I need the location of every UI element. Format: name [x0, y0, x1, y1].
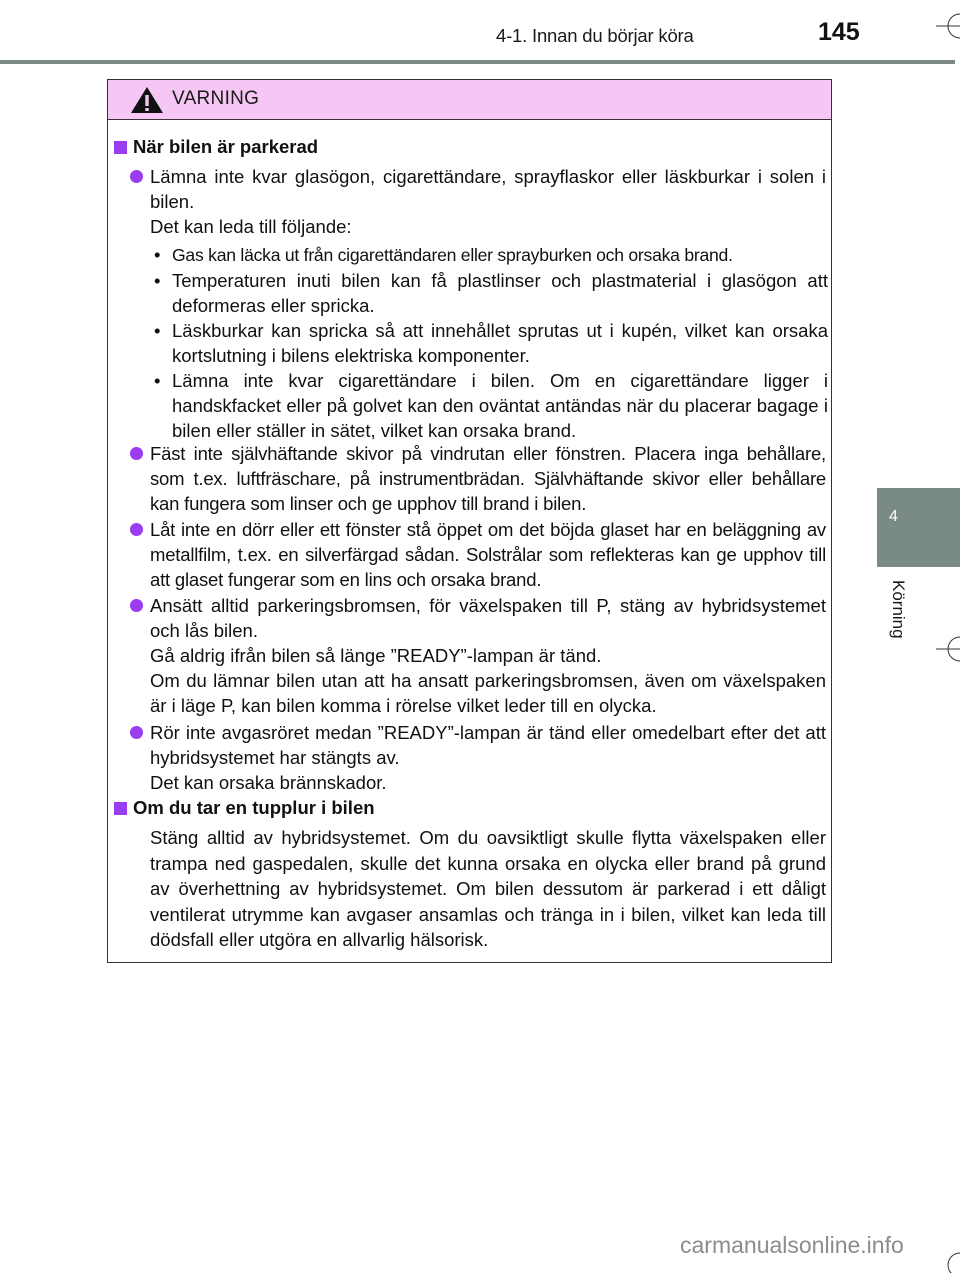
- circle-bullet-icon: [130, 726, 143, 739]
- crop-mark-icon: [932, 12, 960, 40]
- section-heading-text: När bilen är parkerad: [133, 136, 319, 157]
- circle-bullet-icon: [130, 523, 143, 536]
- sub-list-item: • Temperaturen inuti bilen kan få plastlinser och plastmaterial i glasögon att deformeras eller spricka.: [154, 270, 828, 316]
- warning-header: [108, 80, 831, 120]
- sub-list-item: • Lämna inte kvar cigarettändare i bilen. Om en cigarettändare ligger i handskfacket eller på golvet kan den oväntat antändas när du placerar bagage i bilen eller ställer in sätet, vilket kan orsaka brand.: [154, 370, 828, 441]
- section-heading: [114, 136, 318, 158]
- list-item: [130, 164, 826, 239]
- crop-mark-icon: [932, 635, 960, 663]
- square-bullet-icon: [114, 141, 127, 154]
- warning-triangle-icon: [130, 86, 164, 114]
- chapter-label: Körning: [889, 580, 908, 639]
- list-item: [130, 720, 826, 795]
- section-body: Stäng alltid av hybridsystemet. Om du oavsiktligt skulle flytta växelspaken eller trampa ned gaspedalen, skulle det kunna orsaka en olycka eller brand på grund av överhettning av hybridsystemet. Om bilen dessutom är parkerad i ett dåligt ventilerat utrymme kan avgaser ansamlas och tränga in i bilen, vilket kan leda till dödsfall eller utgöra en allvarlig hälsorisk.: [150, 827, 826, 950]
- item-text: Det kan orsaka brännskador.: [150, 772, 387, 793]
- list-item: [130, 517, 826, 592]
- watermark: carmanualsonline.info: [680, 1232, 904, 1258]
- sub-item-text: Lämna inte kvar cigarettändare i bilen. Om en cigarettändare ligger i handskfacket eller på golvet kan den oväntat antändas när du placerar bagage i bilen eller ställer in sätet, vilket kan orsaka brand.: [172, 370, 828, 441]
- section-title: 4-1. Innan du börjar köra: [496, 25, 694, 46]
- warning-title: VARNING: [172, 88, 260, 109]
- item-text: Det kan leda till följande:: [150, 216, 352, 237]
- crop-mark-icon: [940, 1245, 960, 1273]
- circle-bullet-icon: [130, 599, 143, 612]
- section-heading-text: Om du tar en tupplur i bilen: [133, 797, 375, 818]
- list-item: [130, 593, 826, 718]
- sub-list-item: • Gas kan läcka ut från cigarettändaren eller sprayburken och orsaka brand.: [154, 244, 733, 265]
- sub-list-item: • Läskburkar kan spricka så att innehållet sprutas ut i kupén, vilket kan orsaka kortslutning i bilens elektriska komponenter.: [154, 320, 828, 366]
- section-heading: [114, 797, 375, 819]
- warning-box: [107, 79, 832, 963]
- list-item: [130, 441, 826, 516]
- item-text: Ansätt alltid parkeringsbromsen, för växelspaken till P, stäng av hybridsystemet och lås bilen.: [150, 595, 826, 641]
- circle-bullet-icon: [130, 447, 143, 460]
- circle-bullet-icon: [130, 170, 143, 183]
- item-text: Låt inte en dörr eller ett fönster stå öppet om det böjda glaset har en beläggning av metallfilm, t.ex. en silverfärgad sådan. Solstrålar som reflekteras kan ge upphov till att glaset fungerar som en lins och orsaka brand.: [150, 519, 826, 590]
- square-bullet-icon: [114, 802, 127, 815]
- item-text: Fäst inte självhäftande skivor på vindrutan eller fönstren. Placera inga behållare, som t.ex. luftfräschare, på instrumentbrädan. Självhäftande skivor eller behållare kan fungera som linser och ge upphov till brand i bilen.: [150, 443, 826, 514]
- header-divider: [0, 60, 955, 64]
- item-text: Rör inte avgasröret medan ”READY”-lampan är tänd eller omedelbart efter det att hybridsystemet har stängts av.: [150, 722, 826, 768]
- item-text: Gå aldrig ifrån bilen så länge ”READY”-lampan är tänd.: [150, 645, 602, 666]
- sub-item-text: Gas kan läcka ut från cigarettändaren eller sprayburken och orsaka brand.: [172, 245, 733, 265]
- item-text: Lämna inte kvar glasögon, cigarettändare, sprayflaskor eller läskburkar i solen i bilen.: [150, 166, 826, 212]
- item-text: Om du lämnar bilen utan att ha ansatt parkeringsbromsen, även om växelspaken är i läge P, kan bilen komma i rörelse vilket leder till en olycka.: [150, 670, 826, 716]
- page-number: 145: [818, 18, 860, 46]
- sub-item-text: Läskburkar kan spricka så att innehållet sprutas ut i kupén, vilket kan orsaka kortslutning i bilens elektriska komponenter.: [172, 320, 828, 366]
- chapter-tab: [877, 488, 960, 567]
- sub-item-text: Temperaturen inuti bilen kan få plastlinser och plastmaterial i glasögon att deformeras eller spricka.: [172, 270, 828, 316]
- sub-list: [152, 242, 828, 443]
- chapter-number: 4: [889, 508, 898, 525]
